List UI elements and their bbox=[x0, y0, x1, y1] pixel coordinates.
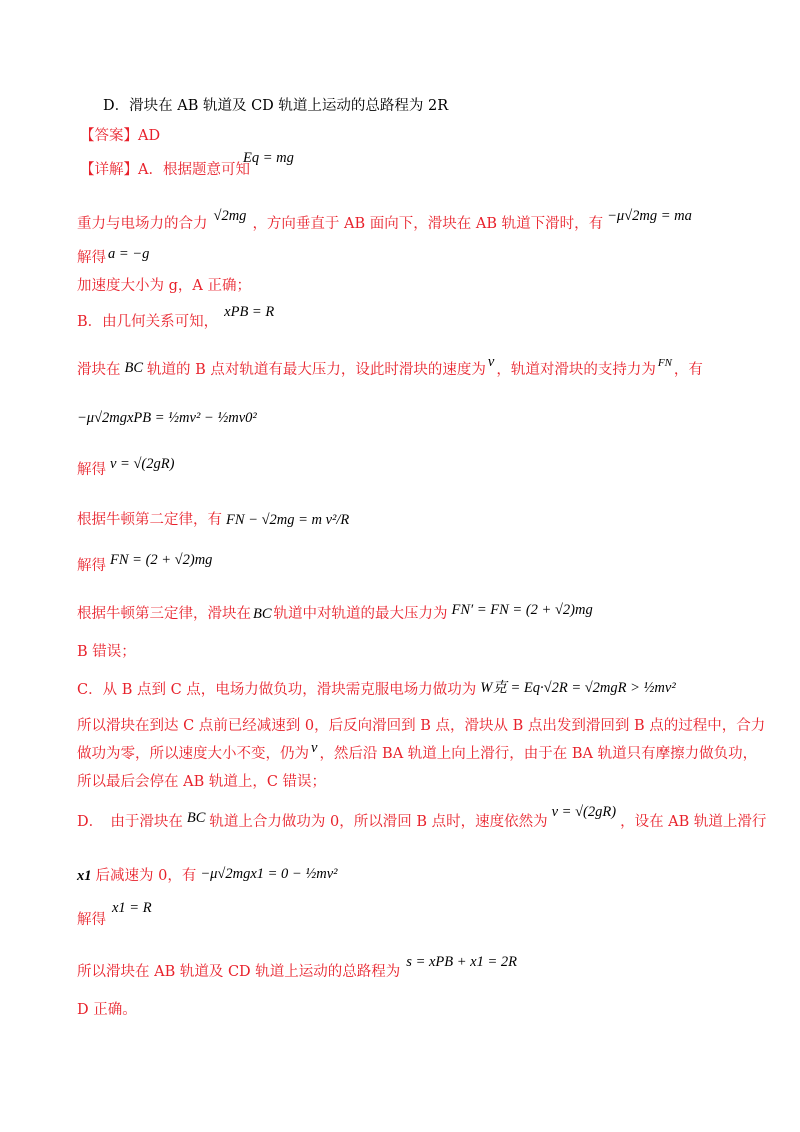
solve-4 bbox=[77, 900, 152, 930]
accel-text: 加速度大小为 g，A 正确； bbox=[77, 278, 251, 294]
b-eq: xPB = R bbox=[224, 304, 275, 320]
solve-3-label: 解得 bbox=[77, 558, 106, 574]
solve-2-label: 解得 bbox=[77, 462, 106, 478]
solve-4-label: 解得 bbox=[77, 912, 106, 928]
c-para-3: 所以最后会停在 AB 轨道上，C 错误； bbox=[77, 774, 327, 790]
d2-a: 后减速为 0，有 bbox=[95, 868, 197, 884]
solve-3-eq: FN = (2 + √2)mg bbox=[110, 552, 213, 568]
total-eq: s = xPB + x1 = 2R bbox=[406, 954, 517, 970]
detail-a: 【详解】A．根据题意可知 bbox=[80, 162, 250, 178]
b-line2-d: ，有 bbox=[673, 362, 703, 378]
energy-equation: −μ√2mgxPB = ½mv² − ½mv0² bbox=[77, 410, 257, 426]
c-velocity: v bbox=[311, 740, 318, 756]
support-force: FN bbox=[657, 357, 672, 369]
total-pre: 所以滑块在 AB 轨道及 CD 轨道上运动的总路程为 bbox=[77, 964, 401, 980]
d-correct: D 正确。 bbox=[77, 1002, 137, 1018]
c-eq: W克 = Eq·√2R = √2mgR > ½mv² bbox=[480, 680, 676, 696]
b-wrong: B 错误； bbox=[77, 644, 136, 660]
c-para-2 bbox=[77, 740, 758, 764]
arc-bc-2: BC bbox=[253, 606, 272, 622]
option-d: D．滑块在 AB 轨道及 CD 轨道上运动的总路程为 2R bbox=[103, 98, 449, 114]
resultant-pre: 重力与电场力的合力 bbox=[77, 216, 208, 232]
newton2-label: 根据牛顿第二定律，有 bbox=[77, 512, 222, 528]
d-eq: v = √(2gR) bbox=[551, 804, 617, 820]
newton2-eq: FN − √2mg = m v²/R bbox=[226, 512, 350, 528]
solve-1 bbox=[77, 248, 149, 268]
b-geometry bbox=[77, 304, 275, 332]
solve-2 bbox=[77, 456, 175, 480]
resultant-text bbox=[77, 208, 692, 234]
d2-eq: −μ√2mgx1 = 0 − ½mv² bbox=[200, 866, 338, 882]
total-path bbox=[77, 954, 517, 982]
b-line2 bbox=[77, 354, 703, 381]
newton3-eq: FN′ = FN = (2 + √2)mg bbox=[451, 602, 593, 618]
velocity-v: v bbox=[487, 354, 495, 370]
resultant-eq2: −μ√2mg = ma bbox=[607, 208, 692, 224]
d-line bbox=[77, 804, 767, 832]
arc-bc: BC bbox=[124, 360, 144, 376]
resultant-mid: ，方向垂直于 AB 面向下，滑块在 AB 轨道下滑时，有 bbox=[252, 216, 604, 232]
d-a: D． 由于滑块在 bbox=[77, 814, 183, 830]
resultant-eq: √2mg bbox=[213, 208, 247, 224]
newton2 bbox=[77, 510, 349, 530]
b-line2-b: 轨道的 B 点对轨道有最大压力，设此时滑块的速度为 bbox=[147, 362, 486, 378]
b-line2-c: ，轨道对滑块的支持力为 bbox=[496, 362, 656, 378]
c-pre: C．从 B 点到 C 点，电场力做负功，滑块需克服电场力做功为 bbox=[77, 682, 477, 698]
c-para-1: 所以滑块在到达 C 点前已经减速到 0，后反向滑回到 B 点，滑块从 B 点出发到滑回到 B 点的过程中，合力 bbox=[77, 718, 766, 734]
newton3 bbox=[77, 604, 593, 624]
c-line bbox=[77, 680, 676, 700]
equation-eq-mg: Eq = mg bbox=[243, 150, 294, 166]
solve-3 bbox=[77, 552, 213, 576]
d-b: 轨道上合力做功为 0，所以滑回 B 点时，速度依然为 bbox=[209, 814, 548, 830]
newton3-a: 根据牛顿第三定律，滑块在 bbox=[77, 606, 251, 622]
b-pre: B．由几何关系可知， bbox=[77, 314, 219, 330]
c-p2a: 做功为零，所以速度大小不变，仍为 bbox=[77, 746, 309, 762]
c-p2b: ，然后沿 BA 轨道上向上滑行，由于在 BA 轨道只有摩擦力做负功， bbox=[319, 746, 758, 762]
solve-1-eq: a = −g bbox=[108, 246, 150, 262]
solve-1-label: 解得 bbox=[77, 250, 106, 266]
x1-symbol: x1 bbox=[77, 868, 92, 884]
solve-2-eq: v = √(2gR) bbox=[110, 456, 175, 472]
newton3-b: 轨道中对轨道的最大压力为 bbox=[273, 606, 448, 622]
d-c: ，设在 AB 轨道上滑行 bbox=[620, 814, 767, 830]
b-line2-a: 滑块在 bbox=[77, 362, 121, 378]
solve-4-eq: x1 = R bbox=[112, 900, 152, 916]
d-line-2 bbox=[77, 866, 337, 886]
arc-bc-3: BC bbox=[186, 810, 206, 826]
answer-label: 【答案】AD bbox=[80, 128, 161, 144]
